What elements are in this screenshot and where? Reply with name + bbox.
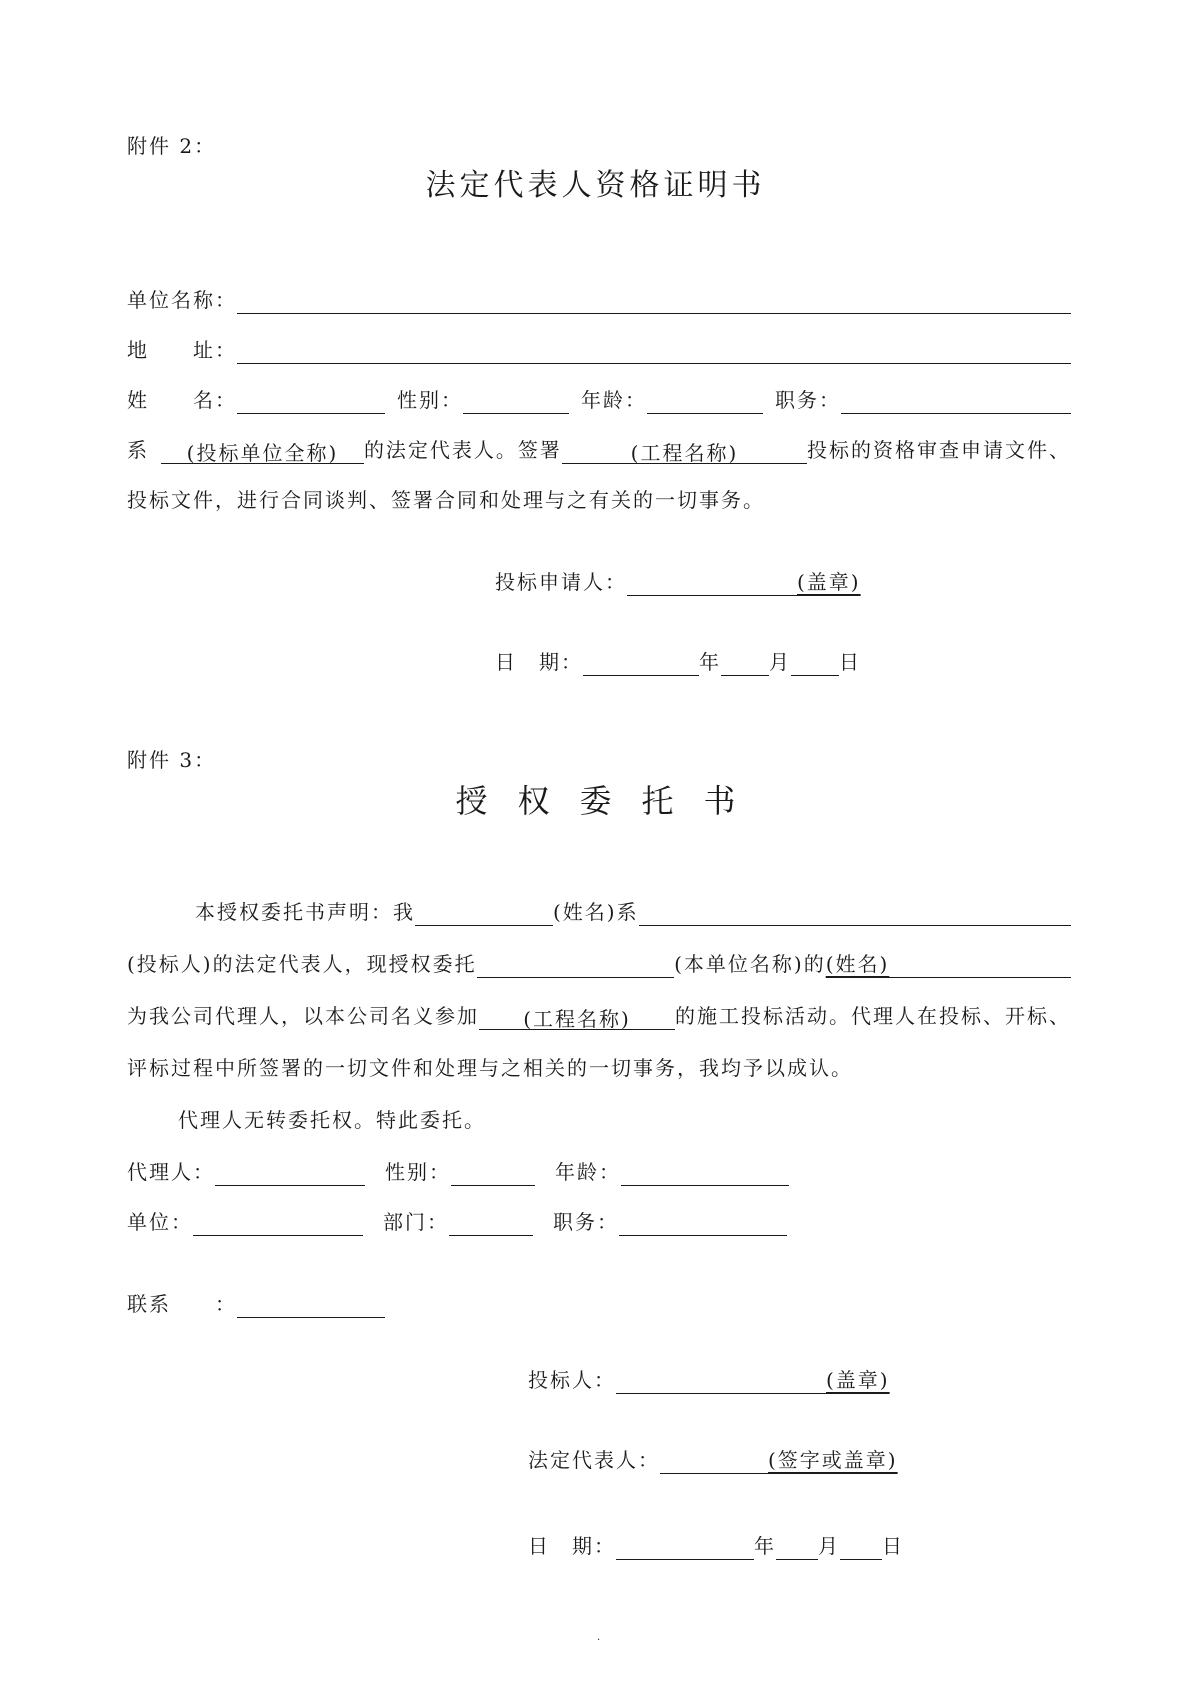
year-field[interactable] — [583, 651, 699, 676]
gender-label: 性别： — [397, 388, 463, 412]
contact-field[interactable] — [237, 1293, 385, 1318]
day-label: 日 — [839, 650, 861, 674]
date-label: 日 期： — [495, 650, 583, 674]
applicant-field[interactable] — [627, 571, 797, 596]
legal-rep-label: 法定代表人： — [528, 1448, 660, 1472]
unit-name-field[interactable] — [237, 289, 1071, 314]
project-name-hint: (工程名称) — [630, 441, 739, 465]
contact-label: 联系 ： — [127, 1292, 237, 1316]
declaration-intro: 本授权委托书声明：我 — [195, 900, 415, 924]
project-name-field[interactable] — [562, 439, 807, 464]
footer-mark: . — [597, 1632, 601, 1643]
year-field-2[interactable] — [616, 1535, 754, 1560]
attachment3-label: 附件 3： — [127, 748, 217, 772]
agent-label: 代理人： — [127, 1160, 215, 1184]
position-field[interactable] — [841, 389, 1071, 414]
age-label: 年龄： — [581, 388, 647, 412]
bidder-seal: (盖章) — [826, 1368, 890, 1392]
day-field-2[interactable] — [840, 1535, 882, 1560]
declaration-line1 — [195, 898, 1071, 926]
year-label-2: 年 — [754, 1534, 776, 1558]
project-name-hint-2: (工程名称) — [523, 1007, 631, 1031]
unit-name-row — [127, 286, 1071, 314]
agent-dept-label: 部门： — [383, 1210, 449, 1234]
year-label: 年 — [699, 650, 721, 674]
statement-suffix: 投标的资格审查申请文件、 — [807, 438, 1071, 462]
statement-mid: 的法定代表人。签署 — [363, 438, 562, 462]
agent-appoint-text: 为我公司代理人，以本公司名义参加 — [127, 1004, 479, 1028]
declarer-name-hint: (姓名)系 — [553, 900, 639, 924]
agent-unit-row — [127, 1208, 787, 1236]
position-label: 职务： — [775, 388, 841, 412]
date-row-2 — [528, 1532, 904, 1560]
month-label: 月 — [769, 650, 791, 674]
declaration-line3 — [127, 1002, 1071, 1030]
legal-rep-field[interactable] — [660, 1449, 768, 1474]
bidder-full-name-hint: (投标单位全称) — [186, 441, 339, 465]
unit-name-label: 单位名称： — [127, 288, 237, 312]
agent-name-hint: (姓名) — [825, 952, 890, 976]
declarer-bidder-field[interactable] — [639, 901, 1071, 926]
agent-unit-label: 单位： — [127, 1210, 193, 1234]
declaration-line4: 评标过程中所签署的一切文件和处理与之相关的一切事务，我均予以成认。 — [127, 1056, 853, 1080]
age-field[interactable] — [647, 389, 763, 414]
day-field[interactable] — [791, 651, 839, 676]
agent-position-label: 职务： — [553, 1210, 619, 1234]
name-field[interactable] — [237, 389, 385, 414]
agent-position-field[interactable] — [619, 1211, 787, 1236]
month-label-2: 月 — [818, 1534, 840, 1558]
agent-gender-field[interactable] — [451, 1161, 535, 1186]
declaration-line5: 代理人无转委托权。特此委托。 — [178, 1108, 486, 1132]
agent-name-field[interactable] — [889, 953, 1071, 978]
month-field-2[interactable] — [776, 1535, 818, 1560]
unit-name-field-2[interactable] — [477, 953, 674, 978]
statement-line2: 投标文件，进行合同谈判、签署合同和处理与之有关的一切事务。 — [127, 488, 765, 512]
statement-prefix: 系 — [127, 438, 149, 462]
attachment3-title: 授权委托书 — [455, 782, 766, 820]
agent-field[interactable] — [215, 1161, 365, 1186]
attachment2-title: 法定代表人资格证明书 — [425, 168, 766, 203]
agent-dept-field[interactable] — [449, 1211, 533, 1236]
agent-age-label: 年龄： — [555, 1160, 621, 1184]
bidder-field[interactable] — [616, 1369, 826, 1394]
day-label-2: 日 — [882, 1534, 904, 1558]
gender-field[interactable] — [463, 389, 569, 414]
legal-rep-sign: (签字或盖章) — [768, 1448, 898, 1472]
bidder-label: 投标人： — [528, 1368, 616, 1392]
declaration-line2 — [127, 950, 1071, 978]
agent-age-field[interactable] — [621, 1161, 789, 1186]
attachment2-label: 附件 2： — [127, 134, 217, 158]
address-field[interactable] — [237, 339, 1071, 364]
legal-rep-row — [528, 1446, 898, 1474]
bidder-full-name-field[interactable] — [161, 439, 364, 464]
applicant-seal: (盖章) — [797, 570, 861, 594]
agent-info-row — [127, 1158, 789, 1186]
bidder-row — [528, 1366, 890, 1394]
person-info-row — [127, 386, 1071, 414]
contact-row — [127, 1290, 385, 1318]
date-label-2: 日 期： — [528, 1534, 616, 1558]
address-label: 地 址： — [127, 338, 237, 362]
address-row — [127, 336, 1071, 364]
date-row-1 — [495, 648, 861, 676]
agent-gender-label: 性别： — [385, 1160, 451, 1184]
applicant-row — [495, 568, 861, 596]
project-name-field-2[interactable] — [479, 1005, 675, 1030]
bid-activity-text: 的施工投标活动。代理人在投标、开标、 — [675, 1004, 1071, 1028]
statement-line1 — [127, 436, 1071, 464]
unit-name-hint: (本单位名称)的 — [674, 952, 826, 976]
legal-rep-text: (投标人)的法定代表人，现授权委托 — [127, 952, 477, 976]
declarer-name-field[interactable] — [415, 901, 553, 926]
agent-unit-field[interactable] — [193, 1211, 363, 1236]
name-label: 姓 名： — [127, 388, 237, 412]
month-field[interactable] — [721, 651, 769, 676]
applicant-label: 投标申请人： — [495, 570, 627, 594]
